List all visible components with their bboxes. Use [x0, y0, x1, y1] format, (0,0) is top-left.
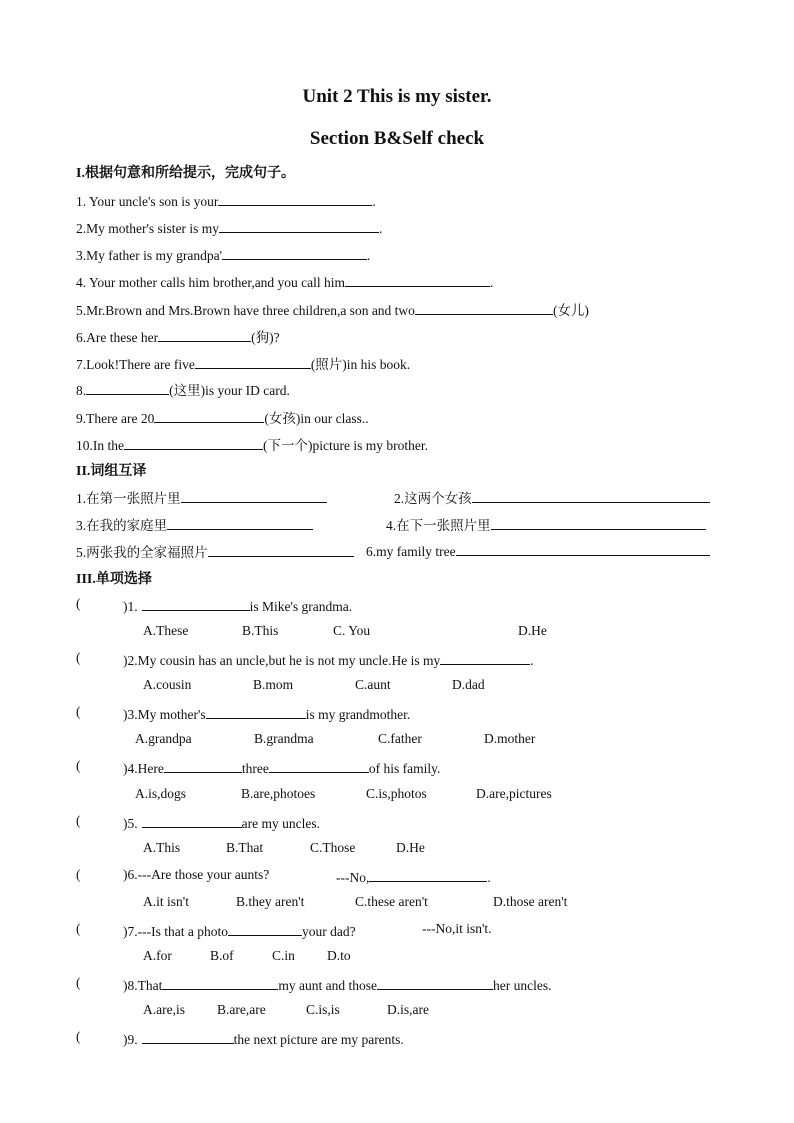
item-text: (女儿) — [552, 303, 589, 318]
item-text: (照片)in his book. — [310, 357, 411, 372]
item-text: 4.在下一张照片里 — [386, 518, 491, 533]
answer-blank[interactable] — [181, 488, 327, 503]
fill-item-7 — [76, 353, 410, 373]
question-part: That — [137, 978, 163, 993]
question-number: )6. — [123, 867, 138, 882]
answer-paren[interactable]: ( — [76, 813, 81, 828]
section-heading-3: III.单项选择 — [76, 572, 152, 587]
option-c[interactable]: C.is,is — [306, 1002, 340, 1017]
answer-paren[interactable]: ( — [76, 650, 81, 665]
option-d[interactable]: D.He — [396, 840, 425, 855]
question-text-b: ---No,it isn't. — [422, 921, 492, 936]
fill-item-10 — [76, 434, 428, 454]
question-part: My cousin has an uncle,but he is not my uncle.He is my — [137, 653, 441, 668]
answer-paren[interactable]: ( — [76, 758, 81, 773]
item-text: . — [490, 275, 494, 290]
item-text: 5.Mr.Brown and Mrs.Brown have three children,a son and two — [76, 303, 415, 318]
option-d[interactable]: D.dad — [452, 677, 485, 692]
question-text — [123, 596, 352, 615]
question-number: )5. — [123, 816, 138, 831]
option-b[interactable]: B.That — [226, 840, 264, 855]
question-text — [123, 758, 440, 777]
question-text — [123, 704, 410, 723]
question-number: )3. — [123, 707, 138, 722]
option-b[interactable]: B.are,are — [217, 1002, 266, 1017]
option-c[interactable]: C.father — [378, 731, 422, 746]
item-text: 1.在第一张照片里 — [76, 491, 181, 506]
translate-item-5 — [76, 541, 354, 561]
option-a[interactable]: A.for — [143, 948, 172, 963]
fill-item-1 — [76, 191, 376, 210]
option-b[interactable]: B.This — [242, 623, 279, 638]
fill-item-4 — [76, 272, 493, 291]
question-part: . — [530, 653, 534, 668]
item-text: . — [367, 248, 371, 263]
option-d[interactable]: D.are,pictures — [476, 786, 552, 801]
item-text: . — [372, 194, 376, 209]
question-text — [123, 921, 356, 940]
question-number: )2. — [123, 653, 138, 668]
item-text: 2.这两个女孩 — [394, 491, 472, 506]
option-c[interactable]: C. You — [333, 623, 371, 638]
answer-paren[interactable]: ( — [76, 704, 81, 719]
answer-blank[interactable] — [377, 975, 493, 990]
answer-blank[interactable] — [269, 758, 369, 773]
question-text — [123, 1029, 404, 1048]
option-a[interactable]: A.is,dogs — [135, 786, 187, 801]
option-a[interactable]: A.it isn't — [143, 894, 189, 909]
item-text: 6.Are these her — [76, 330, 159, 345]
answer-blank[interactable] — [124, 435, 263, 450]
answer-blank[interactable] — [369, 867, 487, 882]
question-part: is my grandmother. — [305, 707, 411, 722]
option-b[interactable]: B.they aren't — [236, 894, 305, 909]
answer-blank[interactable] — [219, 218, 379, 233]
fill-item-9 — [76, 407, 369, 427]
answer-blank[interactable] — [222, 245, 367, 260]
question-text — [123, 813, 320, 832]
question-part: Here — [137, 761, 164, 776]
question-part: three — [241, 761, 269, 776]
item-text: (这里)is your ID card. — [169, 383, 290, 398]
option-a[interactable]: A.This — [143, 840, 181, 855]
answer-blank[interactable] — [345, 272, 490, 287]
item-text: (狗)? — [251, 330, 280, 345]
answer-blank[interactable] — [195, 354, 311, 369]
answer-blank[interactable] — [208, 542, 354, 557]
answer-blank[interactable] — [472, 488, 710, 503]
answer-blank[interactable] — [415, 300, 553, 315]
fill-item-5 — [76, 299, 589, 319]
option-c[interactable]: C.these aren't — [355, 894, 428, 909]
question-number: )8. — [123, 978, 138, 993]
item-text: 1. Your uncle's son is your — [76, 194, 219, 209]
question-part: ---Are those your aunts? — [137, 867, 270, 882]
option-c[interactable]: C.in — [272, 948, 295, 963]
option-d[interactable]: D.to — [327, 948, 351, 963]
answer-blank[interactable] — [142, 813, 242, 828]
item-text: 2.My mother's sister is my — [76, 221, 220, 236]
fill-item-6 — [76, 326, 280, 346]
answer-blank[interactable] — [167, 515, 313, 530]
item-text: 7.Look!There are five — [76, 357, 195, 372]
answer-blank[interactable] — [206, 704, 306, 719]
item-text: 4. Your mother calls him brother,and you call him — [76, 275, 346, 290]
item-text: 9.There are 20 — [76, 411, 155, 426]
answer-blank[interactable] — [142, 1029, 234, 1044]
question-part: your dad? — [301, 924, 356, 939]
question-part: My mother's — [137, 707, 206, 722]
answer-blank[interactable] — [154, 408, 264, 423]
option-c[interactable]: C.aunt — [355, 677, 391, 692]
option-a[interactable]: A.grandpa — [135, 731, 192, 746]
translate-item-2 — [394, 487, 710, 507]
question-number: )7. — [123, 924, 138, 939]
question-number: )9. — [123, 1032, 138, 1047]
answer-blank[interactable] — [491, 515, 706, 530]
translate-item-3 — [76, 514, 313, 534]
answer-blank[interactable] — [142, 596, 250, 611]
item-text: 8. — [76, 383, 87, 398]
question-part: of his family. — [368, 761, 441, 776]
question-part: are my uncles. — [241, 816, 320, 831]
question-part: the next picture are my parents. — [233, 1032, 404, 1047]
section-heading-2: II.词组互译 — [76, 464, 147, 479]
item-text: . — [379, 221, 383, 236]
question-part: is Mike's grandma. — [249, 599, 353, 614]
answer-blank[interactable] — [164, 758, 242, 773]
answer-blank[interactable] — [158, 327, 251, 342]
item-text: 10.In the — [76, 438, 124, 453]
question-text — [123, 975, 551, 994]
option-d[interactable]: D.is,are — [387, 1002, 429, 1017]
question-text — [123, 650, 534, 669]
translate-item-6 — [366, 541, 710, 560]
question-part: her uncles. — [492, 978, 552, 993]
answer-blank[interactable] — [228, 921, 302, 936]
option-b[interactable]: B.are,photoes — [241, 786, 316, 801]
item-text: 3.在我的家庭里 — [76, 518, 168, 533]
question-part: my aunt and those — [278, 978, 377, 993]
item-text: (下一个)picture is my brother. — [263, 438, 428, 453]
answer-blank[interactable] — [456, 541, 710, 556]
answer-paren[interactable]: ( — [76, 975, 81, 990]
fill-item-8 — [76, 379, 290, 399]
option-d[interactable]: D.mother — [484, 731, 536, 746]
option-c[interactable]: C.is,photos — [366, 786, 427, 801]
question-text — [123, 867, 269, 883]
item-text: (女孩)in our class.. — [264, 411, 369, 426]
item-text: 5.两张我的全家福照片 — [76, 545, 208, 560]
answer-blank[interactable] — [86, 380, 169, 395]
translate-item-4 — [386, 514, 706, 534]
option-b[interactable]: B.grandma — [254, 731, 314, 746]
answer-paren[interactable]: ( — [76, 867, 81, 882]
fill-item-2 — [76, 218, 382, 237]
answer-blank[interactable] — [162, 975, 278, 990]
option-c[interactable]: C.Those — [310, 840, 356, 855]
option-d[interactable]: D.those aren't — [493, 894, 568, 909]
section-heading-1: I.根据句意和所给提示，完成句子。 — [76, 166, 295, 181]
option-a[interactable]: A.are,is — [143, 1002, 185, 1017]
answer-paren[interactable]: ( — [76, 1029, 81, 1044]
question-number: )1. — [123, 599, 138, 614]
option-b[interactable]: B.of — [210, 948, 234, 963]
item-text: 6.my family tree — [366, 544, 456, 559]
question-part: ---No, — [336, 870, 370, 885]
option-d[interactable]: D.He — [518, 623, 547, 638]
option-b[interactable]: B.mom — [253, 677, 294, 692]
option-a[interactable]: A.cousin — [143, 677, 192, 692]
translate-item-1 — [76, 487, 327, 507]
question-part: . — [487, 870, 491, 885]
answer-paren[interactable]: ( — [76, 596, 81, 611]
fill-item-3 — [76, 245, 370, 264]
item-text: 3.My father is my grandpa' — [76, 248, 223, 263]
page-subtitle: Section B&Self check — [309, 128, 485, 149]
question-number: )4. — [123, 761, 138, 776]
answer-paren[interactable]: ( — [76, 921, 81, 936]
option-a[interactable]: A.These — [143, 623, 189, 638]
page-title: Unit 2 This is my sister. — [302, 86, 492, 107]
answer-blank[interactable] — [218, 191, 372, 206]
question-text-b — [336, 867, 491, 886]
question-part: ---Is that a photo — [137, 924, 228, 939]
answer-blank[interactable] — [440, 650, 530, 665]
